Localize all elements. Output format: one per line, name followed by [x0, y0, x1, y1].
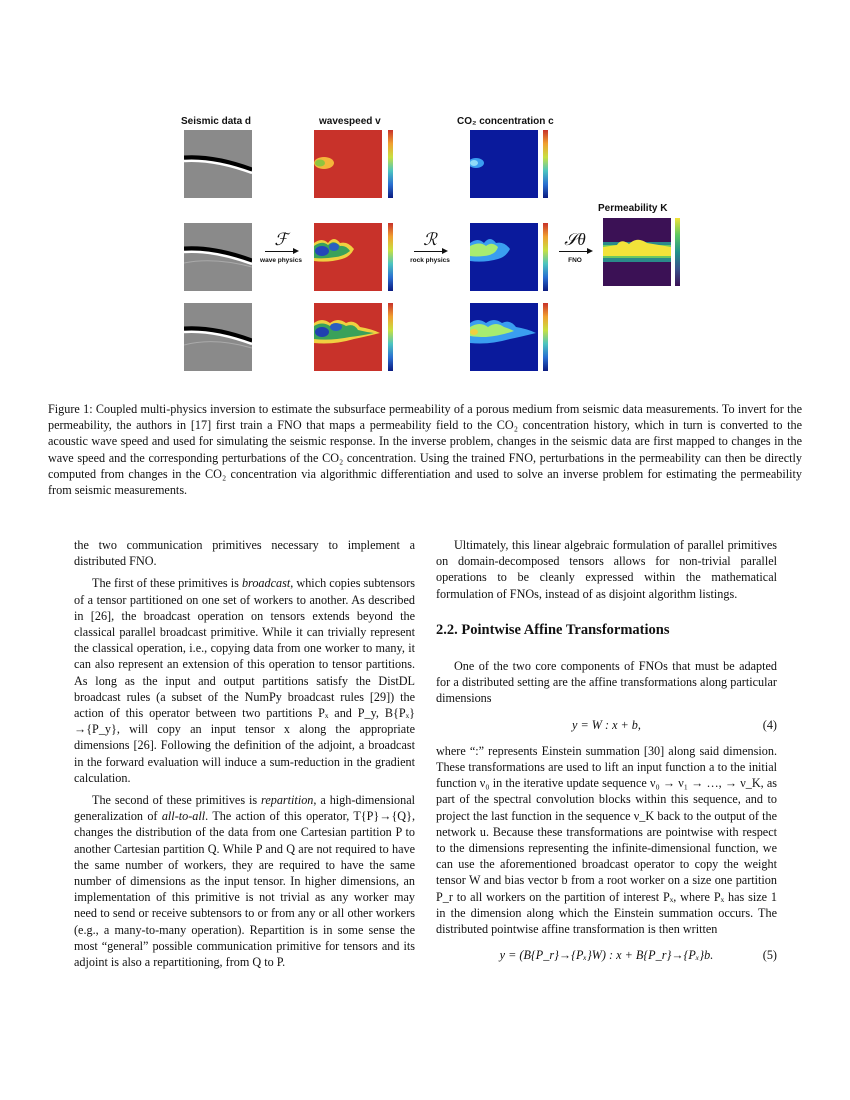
text: The second of these primitives is	[92, 793, 262, 808]
fno-operator-symbol: 𝒮θ	[564, 230, 586, 249]
arrow-label: wave physics	[260, 257, 302, 264]
seismic-plot-3	[184, 303, 252, 371]
equation-5	[436, 947, 777, 963]
equation-body: y = W : x + b,	[572, 717, 641, 732]
permeability-plot	[603, 218, 671, 286]
arrow-wave-physics	[256, 231, 306, 264]
co2-plot-1	[470, 130, 538, 198]
co2-colorbar	[543, 303, 548, 371]
wavespeed-plot-2	[314, 223, 382, 291]
left-column	[74, 537, 415, 976]
seismic-plot-1	[184, 130, 252, 198]
text: , which copies subtensors of a tensor partitioned on one set of workers to another. As described in [26], the broadcast operation on tensors extends beyond the classical parallel broadcast primitive. While it can trivially represent the classical operation, i.e., copying data from one worker to many, it can also represent an extension of this operation to tensor partitions. As long as the input and output partitions satisfy the DistDL broadcast rules (a subset of the NumPy broadcast rules [29]) the action of this operator between two partitions Pₓ and P_y, B{Pₓ}→{P_y}, will copy an input tensor x along the appropriate dimensions [26]. Following the definition of the adjoint, a broadcast in the forward evaluation will induce a sum-reduction in the gradient calculation.	[74, 576, 415, 785]
seismic-plot-2	[184, 223, 252, 291]
arrow-label: rock physics	[410, 257, 450, 264]
paragraph: Ultimately, this linear algebraic formulation of parallel primitives on domain-decomposed tensors allows for non-trivial parallel operations to be cleanly expressed within the mathematical formulation of FNOs, instead of as disjoint algorithm listings.	[436, 538, 777, 601]
wavespeed-colorbar	[388, 223, 393, 291]
emphasis: broadcast	[241, 576, 291, 591]
emphasis: all-to-all	[161, 809, 206, 824]
co2-title: CO₂ concentration c	[457, 116, 554, 127]
equation-number: (5)	[762, 948, 777, 963]
equation-body: y = (B{P_r}→{Pₓ}W) : x + B{P_r}→{Pₓ}b.	[499, 948, 714, 963]
co2-colorbar	[543, 130, 548, 198]
text: . The action of this operator, T{P}→{Q}, changes the distribution of the data from one Cartesian partition P to another Cartesian partition Q. While P and Q are not required to have the same number of workers, they are required to have the same number of dimensions as the input tensor. In higher dimensions, an implementation of this primitive is not trivial as any worker may need to send or receive subtensors to or from any or all other workers (e.g., a many-to-many operation). Repartition is in some sense the most “general” possible communication primitive for tensors and its adjoint is also a repartitioning, from Q to P.	[74, 809, 415, 970]
wavespeed-plot-1	[314, 130, 382, 198]
figure-1	[0, 0, 850, 390]
co2-plot-3	[470, 303, 538, 371]
paragraph: where “:” represents Einstein summation [30] along said dimension. These transformations are used to lift an input function a to the initial function ν₀ in the iterative update sequence ν₀ → ν₁ → …, → ν_K, as part of the spectral convolution blocks within this sequence, and to project the last function in the sequence ν_K back to the output of the network u. Because these transformations are pointwise with respect to the dimensions representing the infinite-dimensional function, we can use the aforementioned broadcast operator to copy the weight tensor W and bias vector b from a root worker on a size one partition P_r to all workers on the partition of interest Pₓ, where Pₓ has size 1 in the dimension along which the Einstein summation occurs. The distributed pointwise affine transformation is then written	[436, 743, 777, 937]
co2-colorbar	[543, 223, 548, 291]
wavespeed-plot-3	[314, 303, 382, 371]
figure-caption: Figure 1: Coupled multi-physics inversion to estimate the subsurface permeability of a porous medium from seismic data measurements. To invert for the permeability, the authors in [17] first train a FNO that maps a permeability field to the CO₂ concentration history, which in turn is converted to the acoustic wave speed and used for simulating the seismic response. In the inverse problem, changes in the seismic data are first mapped to changes in the wave speed and the corresponding perturbations of the CO₂ concentration. Using the trained FNO, perturbations in the permeability can then be directly computed from changes in the CO₂ concentration via algorithmic differentiation and used to solve an inverse problem for estimating the permeability from seismic measurements.	[48, 402, 802, 498]
paragraph-repartition	[74, 792, 415, 970]
forward-operator-symbol: ℱ	[274, 230, 288, 249]
seismic-title: Seismic data d	[181, 116, 252, 127]
permeability-colorbar	[675, 218, 680, 286]
arrow-right-icon	[559, 251, 591, 252]
paragraph-broadcast	[74, 575, 415, 786]
paragraph: One of the two core components of FNOs that must be adapted for a distributed setting are the affine transformations along particular dimensions	[436, 659, 777, 706]
rock-operator-symbol: ℛ	[423, 230, 437, 249]
paragraph: the two communication primitives necessary to implement a distributed FNO.	[74, 538, 415, 569]
arrow-rock-physics	[400, 231, 460, 264]
permeability-title: Permeability K	[598, 203, 668, 214]
arrow-right-icon	[265, 251, 297, 252]
equation-number: (4)	[762, 717, 777, 732]
emphasis: repartition	[261, 793, 314, 808]
text: The first of these primitives is	[92, 576, 242, 591]
wavespeed-colorbar	[388, 130, 393, 198]
equation-4	[436, 717, 777, 733]
arrow-label: FNO	[568, 257, 582, 264]
co2-plot-2	[470, 223, 538, 291]
section-heading: 2.2. Pointwise Affine Transformations	[436, 621, 670, 638]
arrow-right-icon	[414, 251, 446, 252]
arrow-fno	[555, 231, 595, 264]
wavespeed-colorbar	[388, 303, 393, 371]
wavespeed-title: wavespeed v	[319, 116, 381, 127]
right-column	[436, 537, 777, 973]
text: , a high-dimensional generalization of	[74, 793, 415, 824]
